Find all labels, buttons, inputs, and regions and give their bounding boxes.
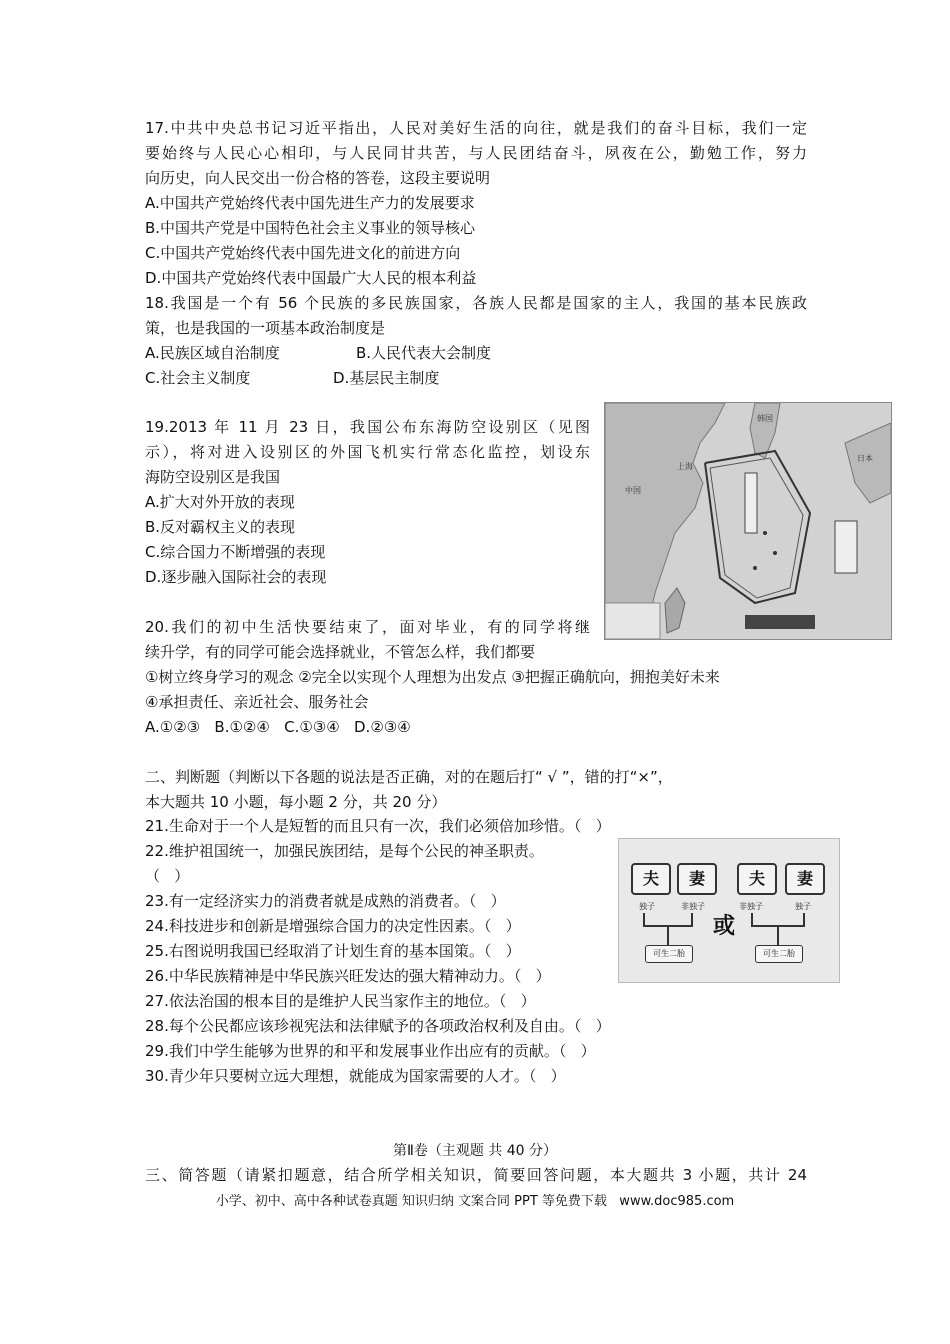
result-box-1: 可生二胎: [645, 945, 693, 963]
result-box-2: 可生二胎: [755, 945, 803, 963]
map-label-korea: 韩国: [757, 414, 773, 423]
label-only-child-2: 独子: [795, 902, 811, 911]
part2-title: 第Ⅱ卷（主观题 共 40 分）: [392, 1143, 558, 1159]
wire: [803, 913, 805, 925]
q17-line-1: 17.中共中央总书记习近平指出，人民对美好生活的向往，就是我们的奋斗目标，我们一定: [145, 119, 807, 137]
q17-line-2: 要始终与人民心心相印，与人民同甘共苦，与人民团结奋斗，夙夜在公，勤勉工作，努力: [145, 144, 807, 162]
q18-option-b: B.人民代表大会制度: [356, 344, 492, 362]
label-non-only-child-1: 非独子: [681, 902, 705, 911]
two-child-policy-diagram: [618, 838, 840, 983]
wife-box-1: 妻: [677, 863, 717, 895]
q20-line-4: ④承担责任、亲近社会、服务社会: [145, 693, 369, 711]
q17-option-d: D.中国共产党始终代表中国最广大人民的根本利益: [145, 269, 477, 287]
wife-box-2: 妻: [785, 863, 825, 895]
q18-option-a: A.民族区域自治制度: [145, 344, 280, 362]
q17-line-3: 向历史，向人民交出一份合格的答卷，这段主要说明: [145, 169, 491, 187]
q18-option-d: D.基层民主制度: [333, 369, 440, 387]
q21: 21.生命对于一个人是短暂的而且只有一次，我们必须倍加珍惜。（ ）: [145, 817, 611, 835]
husband-box-2: 夫: [737, 863, 777, 895]
q18-line-1: 18.我国是一个有 56 个民族的多民族国家，各族人民都是国家的主人，我国的基本民族政: [145, 294, 807, 312]
q20-line-1: 20.我们的初中生活快要结束了，面对毕业，有的同学将继: [145, 618, 590, 636]
or-label: 或: [713, 914, 736, 939]
map-label-japan: 日本: [857, 454, 873, 463]
wire: [751, 913, 753, 925]
q23: 23.有一定经济实力的消费者就是成熟的消费者。（ ）: [145, 892, 506, 910]
adiz-map-figure: [604, 402, 892, 640]
q20-line-2: 续升学，有的同学可能会选择就业，不管怎么样，我们都要: [145, 643, 536, 661]
label-only-child-1: 独子: [639, 902, 655, 911]
q19-option-d: D.逐步融入国际社会的表现: [145, 568, 327, 586]
q26: 26.中华民族精神是中华民族兴旺发达的强大精神动力。（ ）: [145, 967, 551, 985]
wire: [777, 925, 779, 945]
q19-line-2: 示），将对进入设别区的外国飞机实行常态化监控，划设东: [145, 443, 590, 461]
q18-line-2: 策，也是我国的一项基本政治制度是: [145, 319, 386, 337]
q20-options: A.①②③ B.①②④ C.①③④ D.②③④: [145, 718, 411, 736]
q29: 29.我们中学生能够为世界的和平和发展事业作出应有的贡献。（ ）: [145, 1042, 596, 1060]
q22: 22.维护祖国统一，加强民族团结，是每个公民的神圣职责。: [145, 842, 544, 860]
map-label-china: 中国: [625, 486, 641, 495]
q22-blank: （ ）: [145, 867, 190, 885]
q17-option-b: B.中国共产党是中国特色社会主义事业的领导核心: [145, 219, 476, 237]
husband-box-1: 夫: [631, 863, 671, 895]
q20-line-3: ①树立终身学习的观念 ②完全以实现个人理想为出发点 ③把握正确航向，拥抱美好未来: [145, 668, 720, 686]
q25: 25.右图说明我国已经取消了计划生育的基本国策。（ ）: [145, 942, 521, 960]
q19-option-a: A.扩大对外开放的表现: [145, 493, 295, 511]
q19-line-1: 19.2013 年 11 月 23 日，我国公布东海防空设别区（见图: [145, 418, 590, 436]
q28: 28.每个公民都应该珍视宪法和法律赋予的各项政治权利及自由。（ ）: [145, 1017, 611, 1035]
q19-line-3: 海防空设别区是我国: [145, 468, 281, 486]
map-label-shanghai: 上海: [677, 462, 693, 471]
wire: [643, 913, 645, 925]
q27: 27.依法治国的根本目的是维护人民当家作主的地位。（ ）: [145, 992, 536, 1010]
q19-option-c: C.综合国力不断增强的表现: [145, 543, 326, 561]
adiz-map: [605, 403, 891, 639]
q24: 24.科技进步和创新是增强综合国力的决定性因素。（ ）: [145, 917, 521, 935]
wire: [667, 925, 669, 945]
q17-option-a: A.中国共产党始终代表中国先进生产力的发展要求: [145, 194, 475, 212]
section2-heading-2: 本大题共 10 小题，每小题 2 分，共 20 分）: [145, 793, 447, 811]
q18-option-c: C.社会主义制度: [145, 369, 251, 387]
q17-option-c: C.中国共产党始终代表中国先进文化的前进方向: [145, 244, 461, 262]
section3-heading: 三、简答题（请紧扣题意，结合所学相关知识，简要回答问题，本大题共 3 小题，共计 24: [145, 1166, 807, 1184]
q30: 30.青少年只要树立远大理想，就能成为国家需要的人才。（ ）: [145, 1067, 566, 1085]
label-non-only-child-2: 非独子: [739, 902, 763, 911]
page-footer: 小学、初中、高中各种试卷真题 知识归纳 文案合同 PPT 等免费下载 www.doc985.com: [215, 1194, 735, 1209]
q19-option-b: B.反对霸权主义的表现: [145, 518, 296, 536]
wire: [691, 913, 693, 925]
section2-heading-1: 二、判断题（判断以下各题的说法是否正确，对的在题后打“ √ ”，错的打“×”，: [145, 768, 673, 786]
